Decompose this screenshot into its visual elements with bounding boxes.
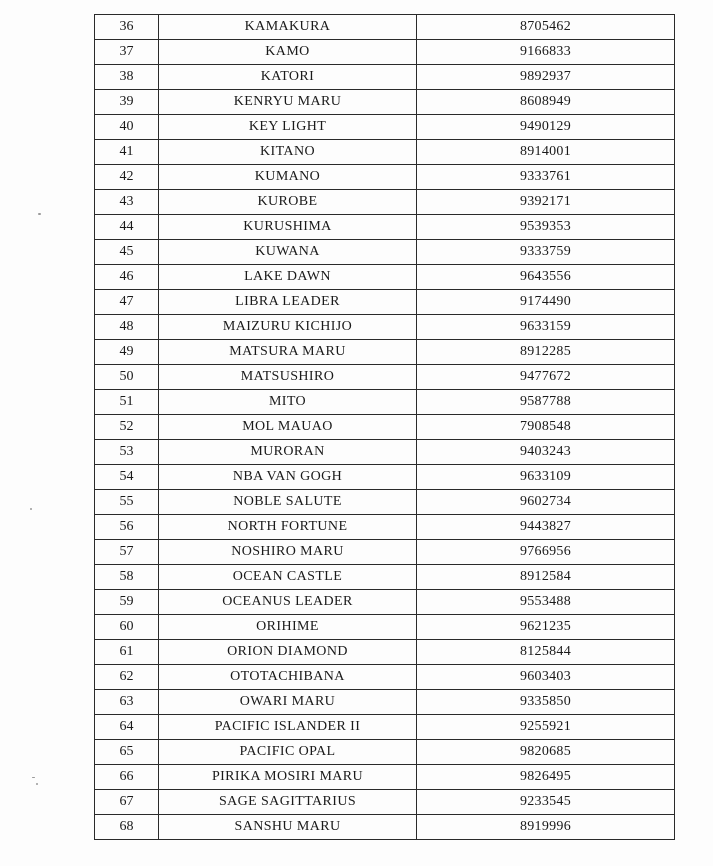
vessel-name: MAIZURU KICHIJO: [159, 315, 417, 340]
imo-number: 9826495: [417, 765, 675, 790]
row-number: 58: [95, 565, 159, 590]
vessel-name: MITO: [159, 390, 417, 415]
table-row: [95, 815, 675, 840]
imo-number: 9602734: [417, 490, 675, 515]
row-number: 64: [95, 715, 159, 740]
imo-number: 9166833: [417, 40, 675, 65]
table-row: [95, 115, 675, 140]
imo-number: 9633109: [417, 465, 675, 490]
table-row: [95, 540, 675, 565]
imo-number: 9443827: [417, 515, 675, 540]
row-number: 65: [95, 740, 159, 765]
table-row: [95, 490, 675, 515]
imo-number: 9820685: [417, 740, 675, 765]
row-number: 47: [95, 290, 159, 315]
imo-number: 9335850: [417, 690, 675, 715]
table-row: [95, 315, 675, 340]
table-row: [95, 715, 675, 740]
imo-number: 8608949: [417, 90, 675, 115]
vessel-name: LIBRA LEADER: [159, 290, 417, 315]
row-number: 42: [95, 165, 159, 190]
table-row: [95, 340, 675, 365]
row-number: 54: [95, 465, 159, 490]
vessel-name: PACIFIC OPAL: [159, 740, 417, 765]
row-number: 56: [95, 515, 159, 540]
vessel-name: LAKE DAWN: [159, 265, 417, 290]
imo-number: 9233545: [417, 790, 675, 815]
vessel-name: PIRIKA MOSIRI MARU: [159, 765, 417, 790]
imo-number: 9892937: [417, 65, 675, 90]
imo-number: 9587788: [417, 390, 675, 415]
row-number: 60: [95, 615, 159, 640]
imo-number: 9766956: [417, 540, 675, 565]
row-number: 67: [95, 790, 159, 815]
row-number: 40: [95, 115, 159, 140]
row-number: 62: [95, 665, 159, 690]
imo-number: 8705462: [417, 15, 675, 40]
vessel-name: KEY LIGHT: [159, 115, 417, 140]
imo-number: 9603403: [417, 665, 675, 690]
imo-number: 9333759: [417, 240, 675, 265]
row-number: 37: [95, 40, 159, 65]
row-number: 68: [95, 815, 159, 840]
vessel-name: NBA VAN GOGH: [159, 465, 417, 490]
table-row: [95, 515, 675, 540]
imo-number: 9174490: [417, 290, 675, 315]
vessel-name: NOBLE SALUTE: [159, 490, 417, 515]
vessel-name: MATSURA MARU: [159, 340, 417, 365]
imo-number: 9633159: [417, 315, 675, 340]
imo-number: 9621235: [417, 615, 675, 640]
table-row: [95, 640, 675, 665]
table-row: [95, 415, 675, 440]
table-row: [95, 565, 675, 590]
vessel-name: OTOTACHIBANA: [159, 665, 417, 690]
table-row: [95, 140, 675, 165]
table-row: [95, 240, 675, 265]
scan-speck: [38, 213, 41, 215]
table-row: [95, 665, 675, 690]
vessel-name: NORTH FORTUNE: [159, 515, 417, 540]
vessel-name: KUMANO: [159, 165, 417, 190]
imo-number: 9539353: [417, 215, 675, 240]
imo-number: 8912285: [417, 340, 675, 365]
table-row: [95, 390, 675, 415]
row-number: 43: [95, 190, 159, 215]
vessel-name: MOL MAUAO: [159, 415, 417, 440]
imo-number: 9333761: [417, 165, 675, 190]
row-number: 61: [95, 640, 159, 665]
vessel-name: KATORI: [159, 65, 417, 90]
vessel-name: KAMO: [159, 40, 417, 65]
imo-number: 9553488: [417, 590, 675, 615]
row-number: 48: [95, 315, 159, 340]
vessel-name: KURUSHIMA: [159, 215, 417, 240]
vessel-name: OCEANUS LEADER: [159, 590, 417, 615]
vessel-name: MURORAN: [159, 440, 417, 465]
scan-speck: [36, 783, 38, 785]
row-number: 59: [95, 590, 159, 615]
vessel-name: KUROBE: [159, 190, 417, 215]
table-row: [95, 465, 675, 490]
table-row: [95, 790, 675, 815]
imo-number: 8914001: [417, 140, 675, 165]
vessel-name: KITANO: [159, 140, 417, 165]
table-row: [95, 65, 675, 90]
vessel-name: ORION DIAMOND: [159, 640, 417, 665]
imo-number: 9255921: [417, 715, 675, 740]
vessel-name: SAGE SAGITTARIUS: [159, 790, 417, 815]
table-row: [95, 165, 675, 190]
table-row: [95, 440, 675, 465]
table-row: [95, 190, 675, 215]
vessel-name: ORIHIME: [159, 615, 417, 640]
vessel-name: OCEAN CASTLE: [159, 565, 417, 590]
row-number: 50: [95, 365, 159, 390]
row-number: 46: [95, 265, 159, 290]
imo-number: 9490129: [417, 115, 675, 140]
table-row: [95, 265, 675, 290]
row-number: 53: [95, 440, 159, 465]
table-row: [95, 40, 675, 65]
imo-number: 8125844: [417, 640, 675, 665]
row-number: 49: [95, 340, 159, 365]
row-number: 52: [95, 415, 159, 440]
table-row: [95, 215, 675, 240]
scan-speck: [32, 777, 35, 778]
vessel-name: PACIFIC ISLANDER II: [159, 715, 417, 740]
imo-number: 9477672: [417, 365, 675, 390]
row-number: 57: [95, 540, 159, 565]
table-row: [95, 740, 675, 765]
imo-number: 9643556: [417, 265, 675, 290]
table-row: [95, 15, 675, 40]
row-number: 55: [95, 490, 159, 515]
table-row: [95, 90, 675, 115]
row-number: 44: [95, 215, 159, 240]
vessel-name: KUWANA: [159, 240, 417, 265]
imo-number: 7908548: [417, 415, 675, 440]
table-row: [95, 690, 675, 715]
table-row: [95, 765, 675, 790]
row-number: 36: [95, 15, 159, 40]
scan-speck: [30, 508, 32, 510]
row-number: 66: [95, 765, 159, 790]
imo-number: 9403243: [417, 440, 675, 465]
row-number: 39: [95, 90, 159, 115]
imo-number: 8912584: [417, 565, 675, 590]
vessel-name: KENRYU MARU: [159, 90, 417, 115]
row-number: 51: [95, 390, 159, 415]
vessel-name: NOSHIRO MARU: [159, 540, 417, 565]
vessel-table-body: [95, 15, 675, 840]
table-row: [95, 365, 675, 390]
table-row: [95, 615, 675, 640]
table-row: [95, 290, 675, 315]
row-number: 41: [95, 140, 159, 165]
imo-number: 8919996: [417, 815, 675, 840]
vessel-name: OWARI MARU: [159, 690, 417, 715]
row-number: 63: [95, 690, 159, 715]
imo-number: 9392171: [417, 190, 675, 215]
row-number: 45: [95, 240, 159, 265]
vessel-name: SANSHU MARU: [159, 815, 417, 840]
vessel-name: KAMAKURA: [159, 15, 417, 40]
row-number: 38: [95, 65, 159, 90]
vessel-table: [94, 14, 675, 840]
table-row: [95, 590, 675, 615]
vessel-name: MATSUSHIRO: [159, 365, 417, 390]
